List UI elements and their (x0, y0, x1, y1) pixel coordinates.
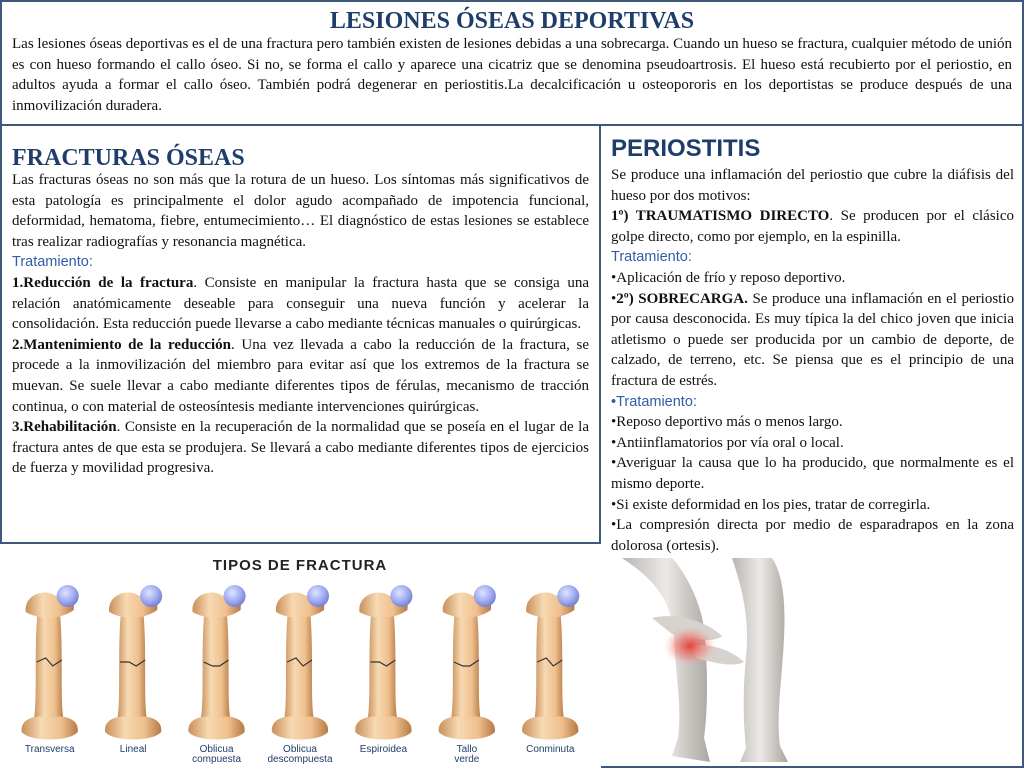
fracture-bone (272, 585, 329, 740)
cause-2-text: Se produce una inflamación en el periostio por causa desconocida. Es muy típica la del chico joven que inicia atletismo o puede ser producida por un cambio de deporte, de calzado, de terreno, etc. Se piensa que es el principio de una fractura de estrés. (611, 290, 1014, 389)
fracture-bone (522, 585, 579, 740)
step-3-text: . Consiste en la recuperación de la normalidad que se poseía en el lugar de la fractura antes de que esta se produjera. Se llevará a cabo mediante diferentes tipos de ejercicios de fuerza y movilidad progresiva. (12, 419, 589, 477)
tratamiento-1-item: •Aplicación de frío y reposo deportivo. (611, 269, 846, 286)
fracture-bone (188, 585, 245, 740)
step-3 (12, 417, 589, 479)
step-2 (12, 335, 589, 417)
fracture-label: Transversa (24, 744, 75, 755)
fracturas-title: FRACTURAS ÓSEAS (12, 145, 245, 171)
step-3-title: 3.Rehabilitación (12, 419, 117, 436)
fracture-figure-title: TIPOS DE FRACTURA (212, 557, 388, 574)
tratamiento-2-item-1: •Reposo deportivo más o menos largo. (611, 414, 843, 431)
tratamiento-2-item-3: •Averiguar la causa que lo ha producido, que normalmente es el mismo deporte. (611, 455, 1014, 492)
periostitis-intro: Se produce una inflamación del periostio que cubre la diáfisis del hueso por dos motivos: (611, 167, 1014, 204)
cause-2 (611, 289, 1014, 392)
tratamiento-2-item-5: •La compresión directa por medio de esparadrapos en la zona dolorosa (ortesis). (611, 517, 1014, 554)
fracture-label: Oblicua compuesta (192, 744, 242, 764)
fracture-label: Conminuta (526, 744, 575, 755)
cause-2-bullet: • (611, 290, 617, 307)
fracturas-intro: Las fracturas óseas no son más que la rotura de un hueso. Los síntomas más significativos de esta patología es principalmente el dolor agudo acompañado de impotencia funcional, deformidad, hematoma, fiebre, entumecimiento… El diagnóstico de estas lesiones se establece tras realizar radiografías y resonancia magnética. (12, 172, 589, 250)
step-1-text: . Consiste en manipular la fractura hasta que se consiga una relación anatómicamente deseable para conseguir una nueva función y acelerar la consolidación. Esta reducción puede llevarse a cabo mediante técnicas manuales o quirúrgicas. (12, 274, 589, 333)
cause-1-text: . Se producen por el clásico golpe directo, como por ejemplo, en la espinilla. (611, 208, 1014, 245)
tratamiento-2-item-4: •Si existe deformidad en los pies, tratar de corregirla. (611, 496, 931, 513)
fracture-label: Tallo verde (454, 744, 480, 764)
intro-paragraph: Las lesiones óseas deportivas es el de una fractura pero también existen de lesiones debidas a una sobrecarga. Cuando un hueso se fractura, cualquier método de unión es con hueso formando el callo óseo. Si no, se forma el callo y aparece una cicatriz que se denomina pseudoartrosis. El hueso está recubierto por el periostio, en adultos ayuda a formar el callo óseo. También podrá degenerar en periostitis.La decalcificación u osteopororis en los deportistas se produce después de una inmovilización duradera. (12, 36, 1012, 114)
step-1-title: 1.Reducción de la fractura (12, 274, 194, 291)
periostitis-title: PERIOSTITIS (611, 135, 761, 162)
fracture-bone (22, 585, 79, 740)
fracture-label: Espiroidea (359, 744, 408, 755)
cause-2-title: 2º) SOBRECARGA. (616, 290, 748, 307)
fracturas-tratamiento-label: Tratamiento: (12, 254, 93, 271)
tratamiento-2-label: •Tratamiento: (611, 393, 697, 410)
intro-section (0, 0, 1024, 126)
fracture-types-illustration (8, 550, 592, 764)
fracture-bone (105, 585, 162, 740)
tratamiento-2-item-2: •Antiinflamatorios por vía oral o local. (611, 434, 844, 451)
step-1 (12, 273, 589, 335)
step-2-text: . Una vez llevada a cabo la reducción de la fractura, se procede a la inmovilización del miembro para evitar así que los extremos de la fractura se muevan. Se suele llevar a cabo mediante diferentes tipos de férulas, mecanismo de tracción continua, o con material de osteosíntesis mediante intervenciones quirúrgicas. (12, 336, 590, 415)
leg-pain-illustration (612, 558, 802, 764)
pain-area (664, 626, 716, 666)
fracture-label: Oblicua descompuesta (267, 744, 333, 764)
fracturas-section (0, 126, 601, 544)
page-title: LESIONES ÓSEAS DEPORTIVAS (329, 8, 695, 34)
cause-1 (611, 206, 1014, 247)
cause-1-title: 1º) TRAUMATISMO DIRECTO (611, 208, 830, 225)
fracture-bone (355, 585, 412, 740)
fracture-label: Lineal (119, 744, 147, 755)
step-2-title: 2.Mantenimiento de la reducción (12, 336, 232, 353)
fracture-bone (439, 585, 496, 740)
tratamiento-1-label: Tratamiento: (611, 249, 692, 266)
